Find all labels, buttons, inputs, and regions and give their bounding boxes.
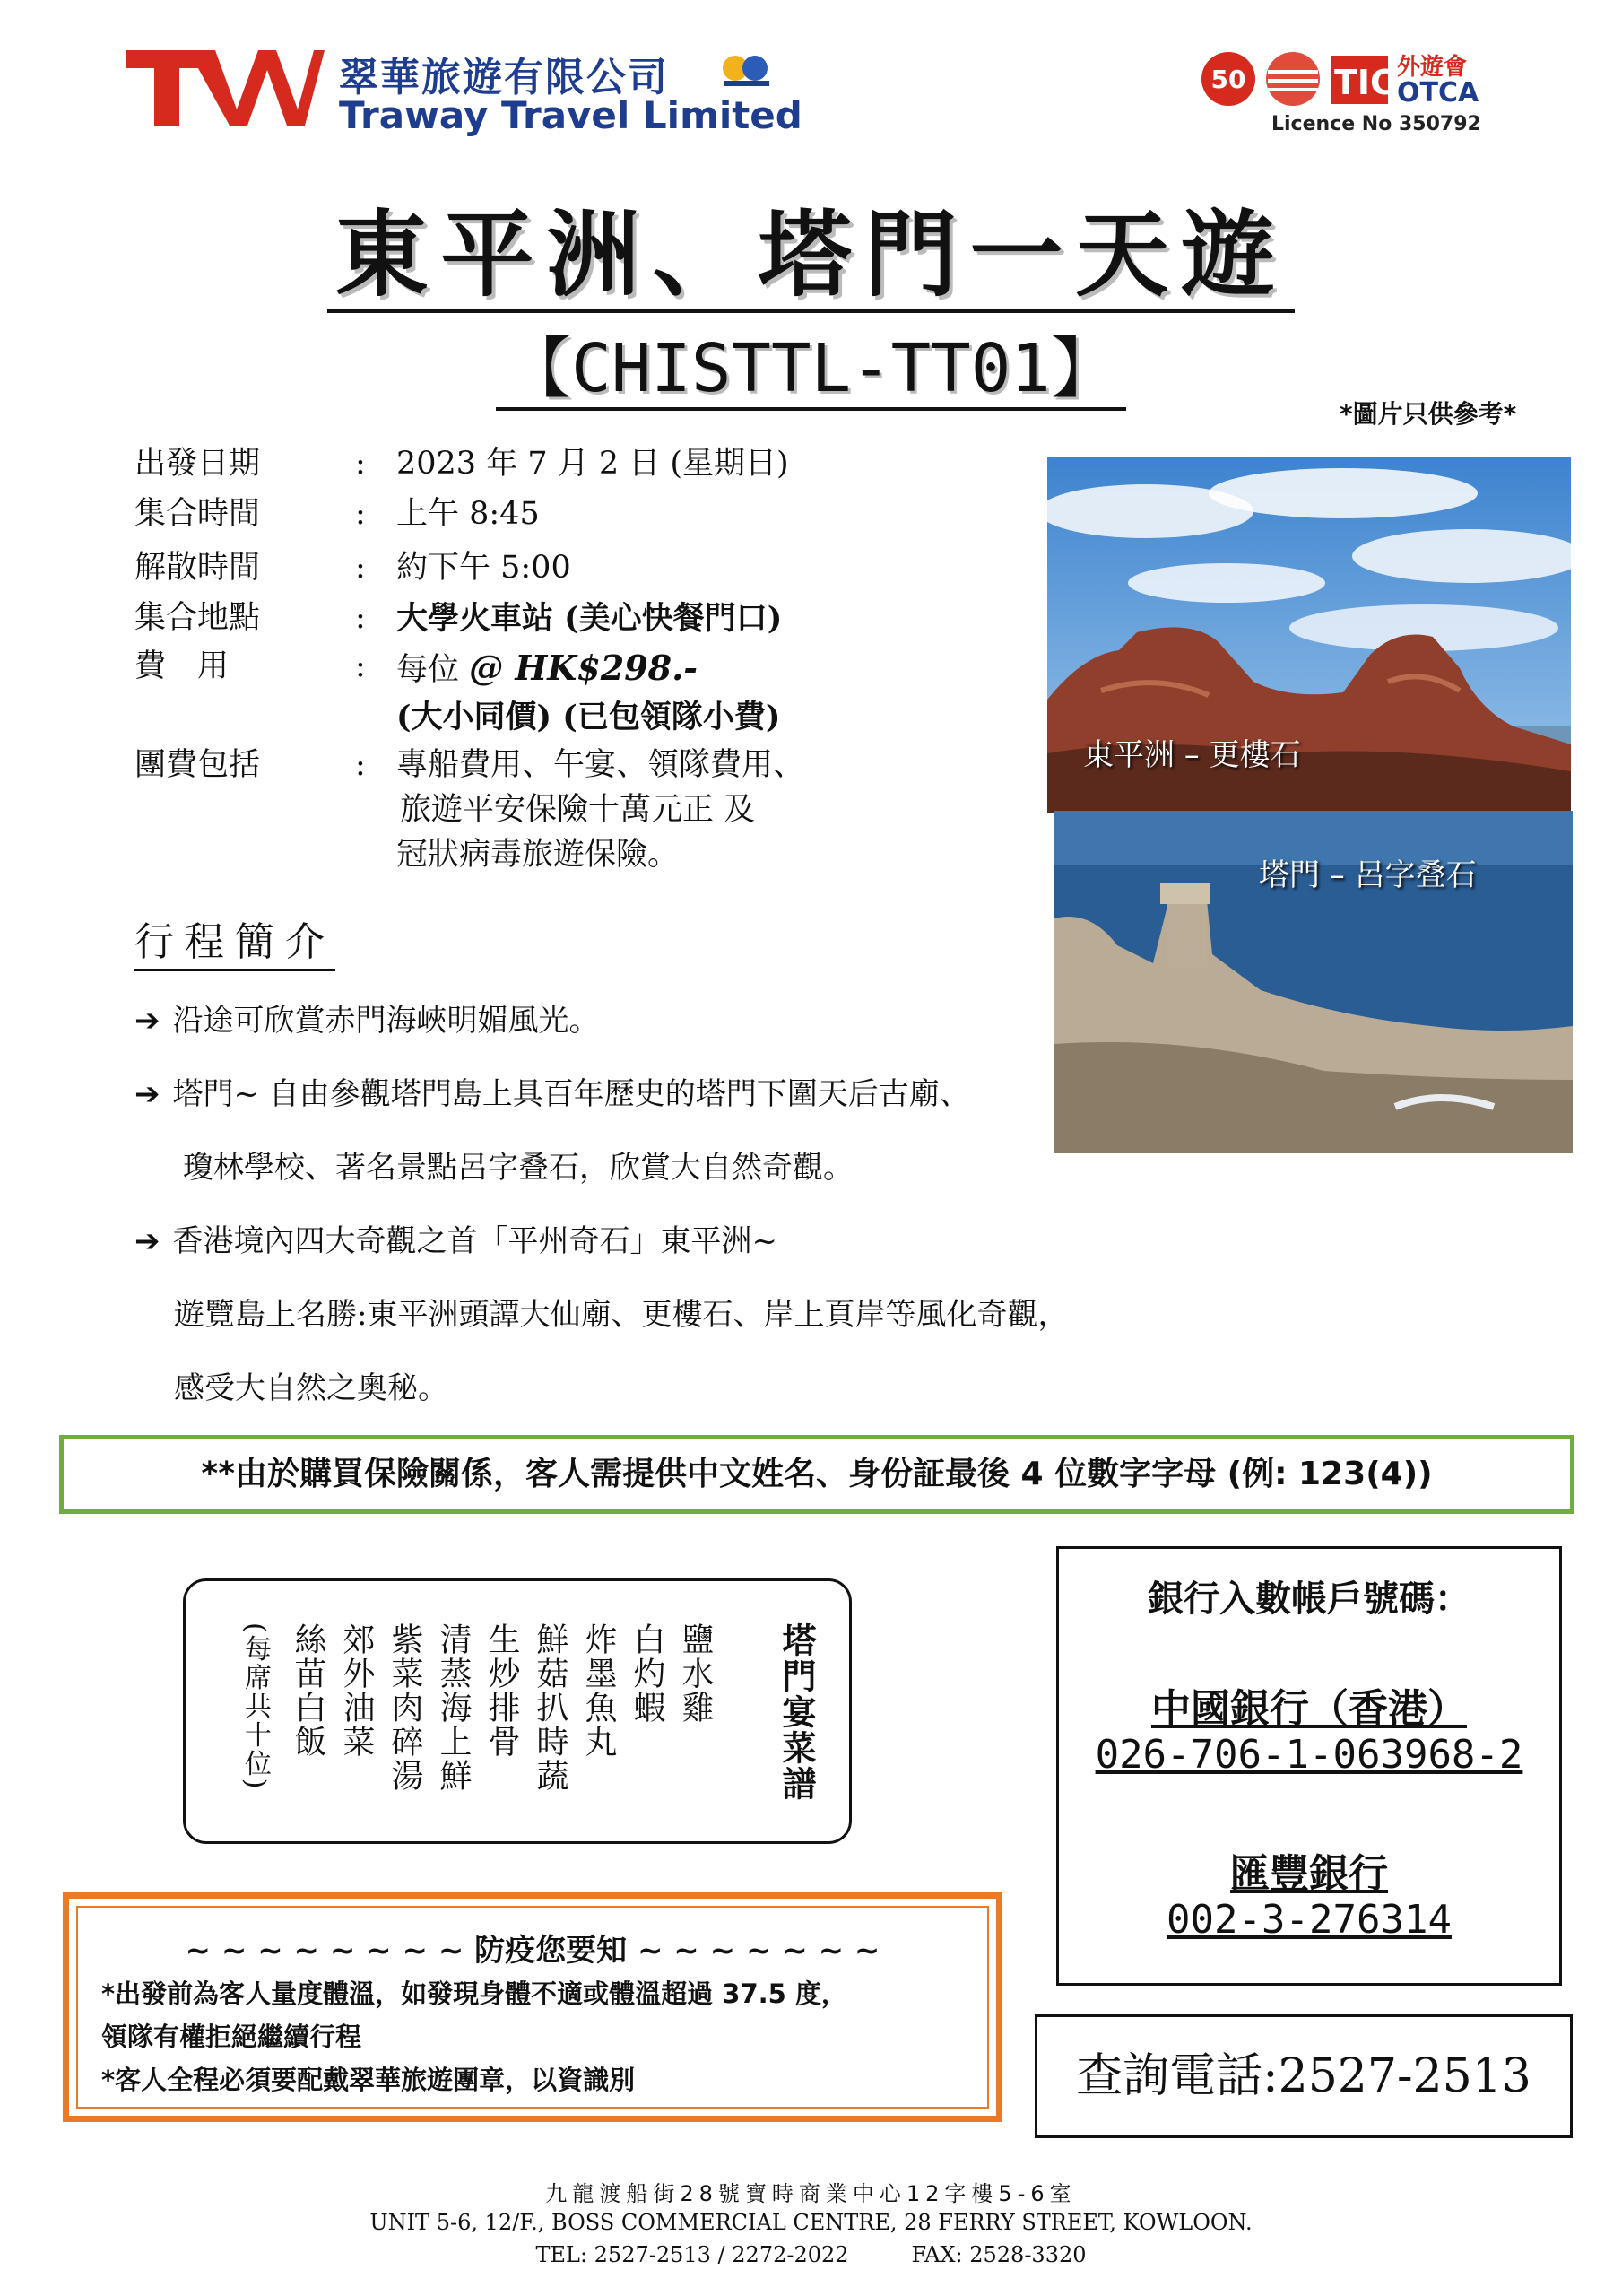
bank-2-name: 匯豐銀行 [1230, 1851, 1388, 1897]
bank-1-account: 026-706-1-063968-2 [1095, 1732, 1523, 1778]
itinerary-line-2: ➔ 塔門~ 自由參觀塔門島上具百年歷史的塔門下圍天后古廟、 [134, 1076, 970, 1112]
menu-item: 白灼蝦 [629, 1622, 665, 1725]
photo-caption-1: 東平洲 – 更樓石 [1083, 737, 1301, 773]
tour-title-wrap [0, 179, 1622, 314]
menu-item: 鹽水雞 [677, 1622, 714, 1725]
menu-item: 鮮菇扒時蔬 [532, 1622, 568, 1793]
menu-item: 郊外油菜 [338, 1622, 375, 1759]
covid-notice [63, 1892, 1002, 2122]
info-colon: : [355, 648, 366, 684]
photo-note: *圖片只供參考* [1340, 399, 1517, 429]
menu-item: 生炒排骨 [483, 1622, 520, 1759]
company-name-en: Traway Travel Limited [339, 93, 802, 137]
photo-caption-2: 塔門 – 呂字叠石 [1259, 857, 1477, 893]
traway-logo [126, 47, 325, 129]
itinerary-line-4: ➔ 香港境內四大奇觀之首「平州奇石」東平洲~ [134, 1223, 777, 1259]
otca-en: OTCA [1397, 77, 1479, 109]
tic-logo-text: TIC [1334, 63, 1395, 102]
info-value: 約下午 5:00 [396, 550, 571, 586]
info-value: 大學火車站 (美心快餐門口) [396, 600, 783, 637]
bank-accounts [1056, 1546, 1562, 1986]
menu-note: (每席共十位) [239, 1622, 271, 1791]
info-label: 費 用 [134, 648, 230, 684]
info-value: 旅遊平安保險十萬元正 及 [400, 792, 756, 828]
itinerary-line-5: 遊覽島上名勝:東平洲頭譚大仙廟、更樓石、岸上頁岸等風化奇觀， [174, 1297, 1069, 1333]
info-label: 出發日期 [134, 446, 261, 482]
info-label: 集合地點 [134, 600, 261, 636]
covid-line-2: 領隊有權拒絕繼續行程 [101, 2022, 362, 2052]
info-colon: : [355, 600, 366, 636]
itinerary-title: 行程簡介 [134, 909, 335, 971]
bank-2-account: 002-3-276314 [1167, 1897, 1452, 1943]
info-value: 2023 年 7 月 2 日 (星期日) [396, 446, 789, 482]
svg-text:50: 50 [1210, 65, 1246, 94]
info-label: 集合時間 [134, 496, 261, 532]
arrow-right-icon: ➔ [134, 1223, 160, 1259]
arrow-right-icon: ➔ [134, 1003, 160, 1039]
footer-tel: TEL: 2527-2513 / 2272-2022 [535, 2242, 849, 2267]
insurance-notice: **由於購買保險關係，客人需提供中文姓名、身份証最後 4 位數字字母 (例: 123(4)) [59, 1435, 1574, 1514]
banquet-menu [183, 1578, 852, 1844]
menu-item: 絲苗白飯 [290, 1622, 326, 1759]
footer-contacts [0, 2242, 1622, 2267]
company-name-cn: 翠華旅遊有限公司 [339, 55, 669, 100]
footer-fax: FAX: 2528-3320 [911, 2242, 1087, 2267]
bank-title: 銀行入數帳戶號碼： [1148, 1578, 1470, 1620]
fee-prefix: 每位 [396, 652, 460, 688]
info-value: 冠狀病毒旅遊保險。 [396, 837, 680, 873]
covid-line-3: *客人全程必須要配戴翠華旅遊團章，以資識別 [101, 2065, 636, 2095]
otca-cn: 外遊會 [1397, 54, 1468, 81]
info-colon: : [355, 446, 366, 482]
bank-1-name: 中國銀行（香港） [1151, 1686, 1467, 1732]
covid-title: ~ ~ ~ ~ ~ ~ ~ ~ 防疫您要知 ~ ~ ~ ~ ~ ~ ~ [185, 1933, 880, 1969]
itinerary-line-1: ➔ 沿途可欣賞赤門海峽明媚風光。 [134, 1003, 600, 1039]
info-value: 上午 8:45 [396, 496, 540, 532]
info-colon: : [355, 496, 366, 532]
itinerary-line-3: 瓊林學校、著名景點呂字叠石，欣賞大自然奇觀。 [183, 1150, 854, 1186]
info-value: (大小同價) (已包領隊小費) [396, 699, 781, 735]
itinerary-line-6: 感受大自然之奧秘。 [174, 1370, 448, 1406]
fee-price: @ HK$298.- [469, 648, 698, 688]
photo-tap-mun [1054, 811, 1573, 1153]
menu-item: 清蒸海上鮮 [435, 1622, 472, 1793]
tour-code: 【CHISTTL-TT01】 [496, 330, 1126, 411]
menu-item: 炸墨魚丸 [580, 1622, 617, 1759]
info-value: 專船費用、午宴、領隊費用、 [396, 747, 805, 783]
company-badge-icon [721, 50, 773, 88]
licence-number: Licence No 350792 [1271, 113, 1481, 135]
footer-address-en: UNIT 5-6, 12/F., BOSS COMMERCIAL CENTRE, 28 FERRY STREET, KOWLOON. [369, 2210, 1253, 2235]
info-colon: : [355, 747, 366, 783]
menu-item: 紫菜肉碎湯 [386, 1622, 423, 1793]
tour-title: 東平洲、塔門一天遊 [327, 199, 1294, 313]
photo-tung-ping-chau [1047, 457, 1571, 813]
arrow-right-icon: ➔ [134, 1076, 160, 1112]
info-label: 團費包括 [134, 747, 261, 783]
footer-address-cn: 九龍渡船街28號寶時商業中心12字樓5-6室 [545, 2181, 1077, 2206]
info-colon: : [355, 550, 366, 586]
enquiry-phone: 查詢電話:2527-2513 [1035, 2014, 1573, 2138]
info-label: 解散時間 [134, 550, 261, 586]
covid-line-1: *出發前為客人量度體溫，如發現身體不適或體溫超過 37.5 度， [101, 1979, 847, 2009]
menu-title: 塔門宴菜譜 [776, 1622, 817, 1802]
